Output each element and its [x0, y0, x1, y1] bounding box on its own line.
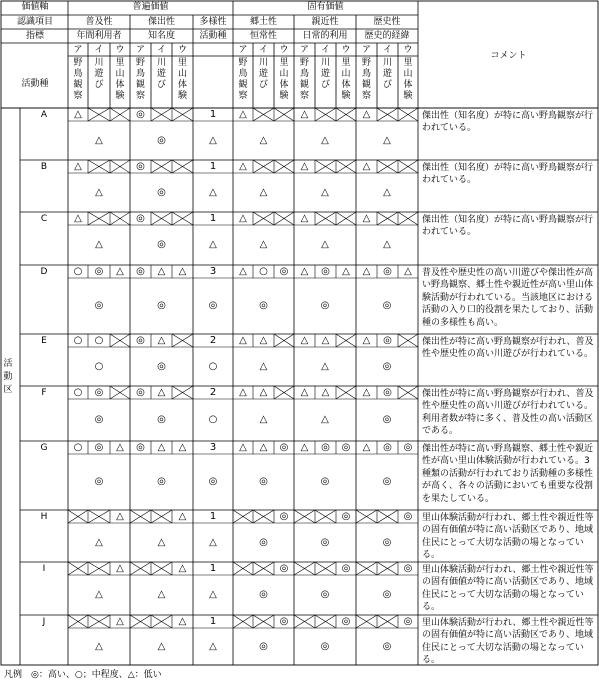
aggregate-rating: △ [321, 414, 329, 425]
activity-count: 2 [209, 387, 217, 398]
sub-column-label: ウ [279, 45, 289, 55]
aggregate-rating: ◎ [320, 537, 330, 548]
not-applicable-cross [88, 510, 110, 523]
not-applicable-cross [274, 212, 294, 225]
rating-symbol: ◎ [136, 266, 145, 277]
row-comment: 傑出性（知名度）が特に高い野鳥観察が行われている。 [422, 163, 594, 186]
aggregate-rating: ◎ [382, 300, 392, 311]
sub-column-label: イ [156, 45, 166, 55]
rating-symbol: △ [157, 266, 166, 277]
indicator-constancy: 恒常性 [249, 31, 277, 41]
not-applicable-cross [88, 160, 110, 173]
rating-symbol: △ [239, 213, 247, 224]
unique-value-header: 固有価値 [307, 2, 344, 12]
not-applicable-cross [110, 334, 130, 347]
not-applicable-cross [151, 615, 172, 628]
not-applicable-cross [274, 334, 294, 347]
aggregate-rating: ◎ [157, 239, 166, 250]
sub-column-label: ウ [341, 45, 351, 55]
item-popularity: 普及性 [85, 17, 113, 27]
aggregate-rating: ◎ [157, 300, 166, 311]
rating-symbol: △ [300, 266, 309, 277]
not-applicable-cross [253, 510, 274, 523]
aggregate-rating: ○ [208, 361, 218, 372]
row-comment: 傑出性が特に高い野鳥観察が行われ、普及性や歴史性の高い川遊びが行われている。利用者数が特に多く、普及性の高い活動区である。 [422, 389, 594, 437]
rating-symbol: ◎ [341, 511, 351, 522]
aggregate-rating: ◎ [259, 476, 268, 487]
rating-symbol: △ [259, 335, 268, 346]
aggregate-rating: ◎ [157, 135, 166, 146]
activity-name-vertical: 川遊び [94, 58, 104, 90]
rating-symbol: ◎ [279, 616, 289, 627]
sub-column-label: イ [94, 45, 104, 55]
aggregate-rating: ◎ [382, 361, 392, 372]
sub-column-label: ウ [403, 45, 413, 55]
aggregate-rating: △ [95, 537, 103, 548]
not-applicable-cross [336, 108, 356, 121]
aggregate-rating: △ [321, 135, 329, 146]
rating-symbol: △ [178, 266, 187, 277]
not-applicable-cross [294, 615, 315, 628]
aggregate-rating: ◎ [320, 476, 330, 487]
not-applicable-cross [315, 160, 336, 173]
sub-column-label: ア [238, 45, 248, 55]
activity-name-vertical: 川遊び [320, 58, 330, 90]
indicator-label: 指標 [25, 31, 44, 41]
rating-symbol: △ [362, 335, 371, 346]
not-applicable-cross [233, 510, 253, 523]
rating-symbol: ◎ [341, 442, 351, 453]
rating-symbol: ◎ [136, 442, 145, 453]
not-applicable-cross [130, 510, 151, 523]
rating-symbol: ◎ [279, 442, 289, 453]
activity-name-vertical: 川遊び [156, 58, 166, 90]
items-label: 認識項目 [16, 17, 53, 27]
rating-symbol: △ [239, 335, 247, 346]
not-applicable-cross [151, 108, 172, 121]
rating-symbol: △ [300, 109, 309, 120]
indicator-activity-types: 活動種 [199, 31, 227, 41]
item-excellence: 傑出性 [147, 17, 175, 27]
activity-count: 2 [209, 335, 217, 346]
not-applicable-cross [377, 562, 398, 575]
activity-count: 3 [209, 442, 217, 453]
rating-symbol: ◎ [321, 442, 330, 453]
aggregate-rating: △ [383, 187, 391, 198]
aggregate-rating: ◎ [382, 414, 392, 425]
aggregate-rating: ◎ [208, 476, 218, 487]
rating-symbol: △ [116, 563, 124, 574]
not-applicable-cross [294, 510, 315, 523]
aggregate-rating: ◎ [157, 361, 166, 372]
not-applicable-cross [377, 615, 398, 628]
row-label: J [42, 617, 46, 627]
rating-symbol: △ [178, 563, 187, 574]
rating-symbol: ◎ [136, 335, 145, 346]
aggregate-rating: ◎ [382, 589, 392, 600]
rating-symbol: △ [157, 442, 166, 453]
indicator-history: 歴史的経緯 [364, 31, 410, 41]
activity-name-vertical: 川遊び [382, 58, 392, 90]
not-applicable-cross [233, 562, 253, 575]
rating-symbol: ◎ [279, 511, 289, 522]
rating-symbol: △ [116, 442, 124, 453]
aggregate-rating: ◎ [208, 300, 218, 311]
activity-name-vertical: 里山体験 [115, 58, 125, 101]
not-applicable-cross [315, 510, 336, 523]
rating-symbol: △ [362, 442, 371, 453]
not-applicable-cross [398, 160, 418, 173]
row-comment: 普及性や歴史性の高い川遊びや傑出性が高い野鳥観察、郷土性や親近性が高い里山体験活動が行われている。当該地区における活動の入り口的役割を果たしており、活動種の多様性も高い。 [422, 268, 594, 328]
not-applicable-cross [336, 386, 356, 399]
aggregate-rating: △ [95, 239, 103, 250]
comment-header: コメント [490, 51, 527, 61]
rating-symbol: △ [259, 442, 268, 453]
aggregate-rating: △ [209, 641, 217, 652]
aggregate-rating: △ [157, 589, 166, 600]
not-applicable-cross [88, 212, 110, 225]
row-comment: 里山体験活動が行われ、郷土性や親近性等の固有価値が特に高い活動区であり、地域住民にとって大切な活動の場となっている。 [422, 513, 594, 561]
aggregate-rating: ○ [208, 414, 218, 425]
aggregate-rating: ◎ [320, 641, 330, 652]
rating-symbol: △ [116, 511, 124, 522]
sub-column-label: ウ [115, 45, 125, 55]
row-label: E [41, 336, 47, 346]
aggregate-rating: ◎ [320, 300, 330, 311]
activity-name-vertical: 野鳥観察 [299, 58, 309, 101]
rating-symbol: △ [362, 161, 371, 172]
rating-symbol: △ [178, 442, 187, 453]
activity-count: 1 [209, 563, 217, 574]
rating-symbol: △ [300, 335, 309, 346]
aggregate-rating: △ [209, 135, 217, 146]
aggregate-rating: ◎ [157, 414, 166, 425]
aggregate-rating: ◎ [320, 589, 330, 600]
aggregate-rating: △ [321, 187, 329, 198]
not-applicable-cross [151, 212, 172, 225]
rating-symbol: ◎ [383, 387, 392, 398]
row-label: C [40, 214, 48, 224]
not-applicable-cross [398, 108, 418, 121]
rating-symbol: ◎ [279, 563, 289, 574]
rating-symbol: ◎ [321, 266, 330, 277]
rating-symbol: △ [74, 161, 82, 172]
rating-symbol: △ [116, 266, 124, 277]
not-applicable-cross [68, 562, 88, 575]
rating-symbol: ◎ [136, 387, 145, 398]
not-applicable-cross [274, 386, 294, 399]
rating-symbol: ◎ [403, 563, 413, 574]
not-applicable-cross [398, 212, 418, 225]
item-history: 歴史性 [373, 17, 401, 27]
aggregate-rating: △ [383, 135, 391, 146]
rating-symbol: △ [362, 213, 371, 224]
activity-name-vertical: 里山体験 [341, 58, 351, 101]
not-applicable-cross [315, 615, 336, 628]
sub-column-label: ア [73, 45, 83, 55]
activity-name-vertical: 里山体験 [403, 58, 413, 101]
aggregate-rating: ◎ [382, 641, 392, 652]
aggregate-rating: △ [259, 135, 268, 146]
rating-symbol: △ [239, 387, 247, 398]
not-applicable-cross [68, 510, 88, 523]
activity-name-vertical: 野鳥観察 [361, 58, 371, 101]
rating-symbol: ◎ [383, 335, 392, 346]
item-intimacy: 親近性 [311, 17, 339, 27]
row-label: G [40, 443, 48, 453]
row-label: D [40, 267, 48, 277]
activity-count: 1 [209, 213, 217, 224]
rating-symbol: △ [74, 109, 82, 120]
activity-name-vertical: 里山体験 [177, 58, 187, 101]
aggregate-rating: ◎ [259, 537, 268, 548]
sub-column-label: イ [258, 45, 268, 55]
not-applicable-cross [315, 562, 336, 575]
not-applicable-cross [151, 160, 172, 173]
row-comment: 里山体験活動が行われ、郷土性や親近性等の固有価値が特に高い活動区であり、地域住民にとって大切な活動の場となっている。 [422, 618, 594, 664]
not-applicable-cross [315, 108, 336, 121]
indicator-fame: 知名度 [147, 31, 175, 41]
aggregate-rating: ○ [94, 361, 104, 372]
activity-count: 1 [209, 161, 217, 172]
not-applicable-cross [377, 160, 398, 173]
aggregate-rating: △ [95, 589, 103, 600]
not-applicable-cross [172, 334, 193, 347]
not-applicable-cross [253, 212, 274, 225]
row-comment: 傑出性が特に高い野鳥観察、郷土性や親近性が高い里山体験活動が行われている。3種類の活動が行われており活動種の多様性が高く、各々の活動においても重要な役割を果たしている。 [422, 444, 594, 504]
sub-column-label: ア [361, 45, 371, 55]
row-comment: 傑出性（知名度）が特に高い野鳥観察が行われている。 [422, 111, 594, 134]
aggregate-rating: ◎ [94, 414, 104, 425]
aggregate-rating: ◎ [259, 589, 268, 600]
rating-symbol: ◎ [341, 616, 351, 627]
not-applicable-cross [110, 160, 130, 173]
rating-symbol: △ [157, 335, 166, 346]
not-applicable-cross [315, 212, 336, 225]
activity-count: 1 [209, 109, 217, 120]
activity-name-vertical: 川遊び [258, 58, 268, 90]
aggregate-rating: ◎ [157, 476, 166, 487]
not-applicable-cross [110, 212, 130, 225]
rating-symbol: △ [362, 387, 371, 398]
rating-symbol: ◎ [94, 387, 104, 398]
activity-count: 3 [209, 266, 217, 277]
axis-label: 価値軸 [21, 2, 49, 12]
rating-symbol: ○ [259, 266, 268, 277]
rating-symbol: ◎ [136, 161, 145, 172]
not-applicable-cross [88, 615, 110, 628]
rating-symbol: △ [239, 161, 247, 172]
aggregate-rating: ◎ [382, 537, 392, 548]
aggregate-rating: ◎ [94, 476, 104, 487]
row-comment: 里山体験活動が行われ、郷土性や親近性等の固有価値が特に高い活動区であり、地域住民にとって大切な活動の場となっている。 [422, 565, 594, 613]
rating-symbol: △ [239, 442, 247, 453]
not-applicable-cross [88, 562, 110, 575]
general-value-header: 普遍価値 [132, 2, 169, 12]
not-applicable-cross [253, 615, 274, 628]
not-applicable-cross [172, 108, 193, 121]
row-label: B [40, 162, 48, 172]
aggregate-rating: △ [321, 361, 329, 372]
aggregate-rating: △ [157, 641, 166, 652]
legend: 凡例 ◎：高い、○；中程度、△：低い [4, 670, 162, 680]
rating-symbol: ◎ [403, 511, 413, 522]
row-label: A [40, 110, 48, 120]
rating-symbol: ○ [73, 442, 83, 453]
activity-count: 1 [209, 616, 217, 627]
not-applicable-cross [398, 386, 418, 399]
not-applicable-cross [68, 615, 88, 628]
not-applicable-cross [110, 108, 130, 121]
not-applicable-cross [172, 212, 193, 225]
side-label-activity-zone: 活動区 [3, 359, 13, 395]
activity-name-vertical: 野鳥観察 [73, 58, 83, 101]
row-label: I [42, 564, 46, 574]
not-applicable-cross [356, 562, 377, 575]
rating-symbol: ◎ [383, 442, 392, 453]
aggregate-rating: ◎ [157, 187, 166, 198]
rating-symbol: ◎ [136, 213, 145, 224]
indicator-annual-users: 年間利用者 [76, 31, 122, 41]
not-applicable-cross [356, 615, 377, 628]
not-applicable-cross [233, 615, 253, 628]
rating-symbol: ○ [73, 266, 83, 277]
aggregate-rating: △ [209, 589, 217, 600]
not-applicable-cross [377, 108, 398, 121]
aggregate-rating: △ [259, 414, 268, 425]
aggregate-rating: △ [383, 239, 391, 250]
not-applicable-cross [274, 160, 294, 173]
rating-symbol: ◎ [94, 266, 104, 277]
rating-symbol: △ [157, 387, 166, 398]
rating-symbol: △ [300, 161, 309, 172]
rating-symbol: ◎ [403, 616, 413, 627]
not-applicable-cross [88, 108, 110, 121]
rating-symbol: △ [178, 616, 187, 627]
aggregate-rating: △ [259, 361, 268, 372]
not-applicable-cross [130, 615, 151, 628]
rating-symbol: △ [362, 266, 371, 277]
rating-symbol: ◎ [403, 442, 413, 453]
not-applicable-cross [274, 108, 294, 121]
sub-column-label: ウ [177, 45, 187, 55]
aggregate-rating: △ [209, 187, 217, 198]
not-applicable-cross [151, 510, 172, 523]
rating-symbol: △ [342, 266, 350, 277]
not-applicable-cross [151, 562, 172, 575]
rating-symbol: △ [404, 266, 412, 277]
aggregate-rating: △ [321, 239, 329, 250]
sub-column-label: イ [320, 45, 330, 55]
rating-symbol: ◎ [341, 563, 351, 574]
rating-symbol: △ [300, 213, 309, 224]
sub-column-label: ア [299, 45, 309, 55]
aggregate-rating: ◎ [259, 641, 268, 652]
not-applicable-cross [336, 334, 356, 347]
not-applicable-cross [172, 160, 193, 173]
aggregate-rating: △ [209, 537, 217, 548]
rating-symbol: △ [300, 387, 309, 398]
activity-name-vertical: 里山体験 [279, 58, 289, 101]
aggregate-rating: △ [209, 239, 217, 250]
item-local: 郷土性 [249, 17, 277, 27]
aggregate-rating: △ [259, 239, 268, 250]
not-applicable-cross [356, 510, 377, 523]
not-applicable-cross [336, 160, 356, 173]
rating-symbol: △ [74, 213, 82, 224]
rating-symbol: △ [321, 387, 330, 398]
rating-symbol: ◎ [279, 266, 289, 277]
aggregate-rating: △ [259, 187, 268, 198]
aggregate-rating: ◎ [94, 300, 104, 311]
rating-symbol: △ [362, 109, 371, 120]
not-applicable-cross [377, 212, 398, 225]
row-label: H [40, 512, 48, 522]
rating-symbol: △ [239, 266, 247, 277]
rating-symbol: △ [116, 616, 124, 627]
rating-symbol: ◎ [383, 266, 392, 277]
aggregate-rating: ◎ [259, 300, 268, 311]
not-applicable-cross [172, 386, 193, 399]
sub-column-label: イ [382, 45, 392, 55]
aggregate-rating: △ [157, 537, 166, 548]
not-applicable-cross [253, 562, 274, 575]
rating-symbol: △ [321, 335, 330, 346]
aggregate-rating: △ [95, 135, 103, 146]
not-applicable-cross [336, 212, 356, 225]
aggregate-rating: △ [95, 187, 103, 198]
rating-symbol: △ [300, 442, 309, 453]
activity-type-label: 活動種 [21, 79, 49, 89]
not-applicable-cross [398, 334, 418, 347]
rating-symbol: △ [178, 511, 187, 522]
row-comment: 傑出性が特に高い野鳥観察が行われ、普及性や歴史性の高い川遊びが行われている。 [422, 337, 594, 360]
rating-symbol: ○ [73, 387, 83, 398]
activity-count: 1 [209, 511, 217, 522]
activity-name-vertical: 野鳥観察 [135, 58, 145, 101]
row-comment: 傑出性（知名度）が特に高い野鳥観察が行われている。 [422, 215, 594, 238]
rating-symbol: ○ [73, 335, 83, 346]
not-applicable-cross [377, 510, 398, 523]
sub-column-label: ア [135, 45, 145, 55]
rating-symbol: ◎ [136, 109, 145, 120]
rating-symbol: △ [239, 109, 247, 120]
rating-symbol: ◎ [94, 442, 104, 453]
item-diversity: 多様性 [199, 17, 227, 27]
rating-symbol: △ [259, 387, 268, 398]
not-applicable-cross [294, 562, 315, 575]
aggregate-rating: ◎ [382, 476, 392, 487]
row-label: F [41, 388, 47, 398]
rating-symbol: ○ [94, 335, 104, 346]
not-applicable-cross [110, 386, 130, 399]
not-applicable-cross [130, 562, 151, 575]
activity-name-vertical: 野鳥観察 [238, 58, 248, 101]
not-applicable-cross [253, 160, 274, 173]
aggregate-rating: △ [95, 641, 103, 652]
indicator-daily-use: 日常的利用 [302, 31, 348, 41]
not-applicable-cross [253, 108, 274, 121]
